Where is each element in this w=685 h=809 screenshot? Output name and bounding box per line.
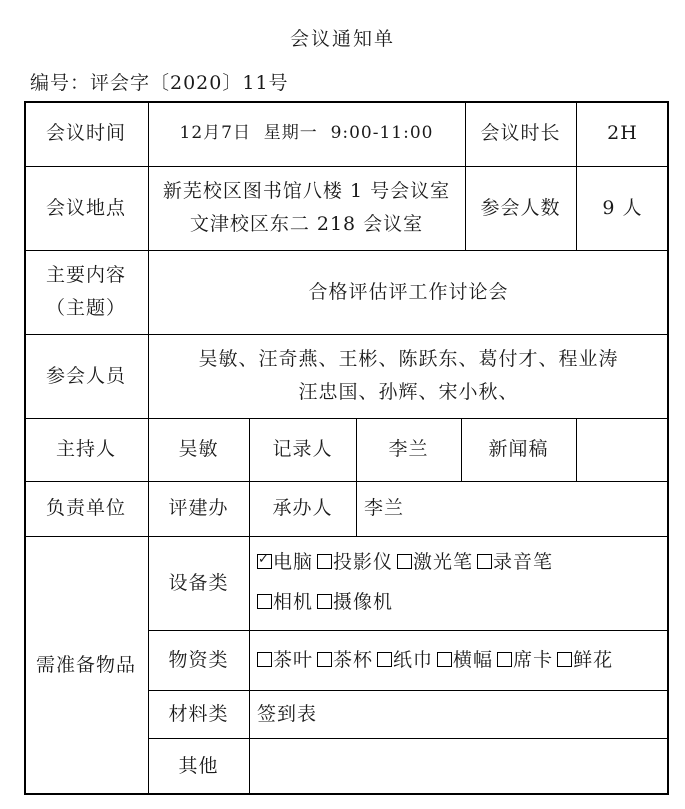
- equipment-options: [249, 536, 669, 630]
- checkbox-icon[interactable]: [437, 652, 452, 667]
- unit-value: 评建办: [168, 497, 229, 520]
- equipment-option-voice-recorder[interactable]: 录音笔: [477, 543, 553, 583]
- materials-option-name-cards[interactable]: 席卡: [497, 645, 553, 675]
- attendees-line-2: 汪忠国、孙辉、宋小秋、: [298, 381, 519, 403]
- time-value: 12月7日 星期一 9:00-11:00: [179, 122, 434, 143]
- attendees-label: 参会人员: [45, 364, 126, 387]
- document-number: 编号：评会字〔2020〕11号: [30, 72, 289, 94]
- press-value: [576, 418, 669, 481]
- topic-label-line-2: （主题）: [45, 297, 126, 319]
- supplies-label: 需准备物品: [35, 654, 136, 677]
- duration-label: 会议时长: [480, 122, 561, 145]
- checkbox-icon[interactable]: [317, 554, 332, 569]
- checkbox-icon[interactable]: [397, 554, 412, 569]
- checkbox-icon[interactable]: [317, 594, 332, 609]
- attendees-line-1: 吴敏、汪奇燕、王彬、陈跃东、葛付才、程业涛: [198, 347, 619, 370]
- equipment-option-video-camera[interactable]: 摄像机: [317, 583, 393, 623]
- equipment-option-laser-pointer[interactable]: 激光笔: [397, 543, 473, 583]
- equipment-option-projector[interactable]: 投影仪: [317, 543, 393, 583]
- time-label: 会议时间: [45, 122, 126, 145]
- checkbox-icon[interactable]: [257, 594, 272, 609]
- count-value: 9 人: [602, 196, 643, 219]
- topic-label: [24, 250, 148, 334]
- materials-option-tea[interactable]: 茶叶: [257, 645, 313, 675]
- location-value: [148, 166, 465, 250]
- checkbox-icon[interactable]: [257, 652, 272, 667]
- equipment-label: 设备类: [168, 571, 229, 594]
- form-title: 会议通知单: [289, 28, 395, 50]
- materials-option-tissues[interactable]: 纸巾: [377, 645, 433, 675]
- location-label: 会议地点: [45, 196, 126, 219]
- materials-option-cups[interactable]: 茶杯: [317, 645, 373, 675]
- documents-label: 材料类: [168, 702, 229, 725]
- organizer-label: 承办人: [272, 497, 333, 520]
- materials-options: [249, 630, 669, 690]
- materials-option-banner[interactable]: 横幅: [437, 645, 493, 675]
- duration-value: 2H: [607, 122, 638, 145]
- host-value: 吴敏: [178, 438, 219, 461]
- materials-label: 物资类: [168, 648, 229, 671]
- topic-label-line-1: 主要内容: [45, 263, 126, 286]
- checkbox-checked-icon[interactable]: [257, 554, 272, 569]
- checkbox-icon[interactable]: [377, 652, 392, 667]
- checkbox-icon[interactable]: [557, 652, 572, 667]
- attendees-value: [148, 334, 669, 418]
- checkbox-icon[interactable]: [477, 554, 492, 569]
- count-label: 参会人数: [480, 196, 561, 219]
- recorder-value: 李兰: [388, 438, 429, 461]
- unit-label: 负责单位: [45, 497, 126, 520]
- other-value: [249, 738, 669, 795]
- organizer-value: 李兰: [364, 497, 405, 520]
- recorder-label: 记录人: [272, 438, 333, 461]
- equipment-option-camera[interactable]: 相机: [257, 583, 313, 623]
- equipment-option-computer[interactable]: ✓电脑: [257, 543, 313, 583]
- documents-value: 签到表: [257, 702, 318, 725]
- other-label: 其他: [178, 755, 219, 778]
- materials-option-flowers[interactable]: 鲜花: [557, 645, 613, 675]
- topic-value: 合格评估评工作讨论会: [308, 280, 509, 303]
- press-label: 新闻稿: [488, 438, 549, 461]
- host-label: 主持人: [55, 438, 116, 461]
- checkbox-icon[interactable]: [317, 652, 332, 667]
- checkbox-icon[interactable]: [497, 652, 512, 667]
- location-line-1: 新芜校区图书馆八楼 1 号会议室: [162, 179, 451, 202]
- location-line-2: 文津校区东二 218 会议室: [189, 213, 424, 235]
